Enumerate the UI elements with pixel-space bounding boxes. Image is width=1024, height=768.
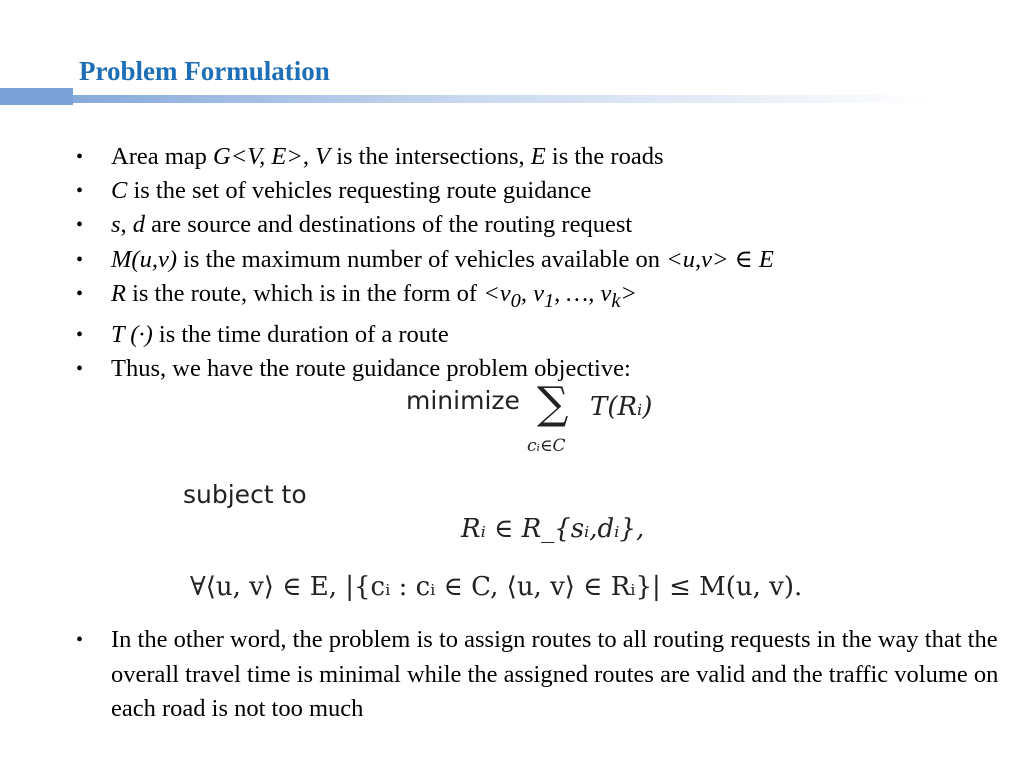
text: is the route, which is in the form of bbox=[125, 279, 484, 307]
bullet-objective-intro bbox=[74, 352, 994, 386]
math-sub: k bbox=[611, 289, 621, 312]
bullet-capacity bbox=[74, 243, 994, 277]
math-e: E bbox=[530, 143, 546, 170]
math-route-mid: , …, v bbox=[554, 279, 612, 307]
sum-symbol: ∑ bbox=[537, 378, 569, 429]
bullet-dot: • bbox=[76, 323, 84, 346]
route-constraint: Rᵢ ∈ R_{sᵢ,dᵢ}, bbox=[461, 514, 645, 544]
bullet-conclusion bbox=[74, 623, 1004, 727]
bullet-dot: • bbox=[76, 214, 84, 237]
text: is the intersections, bbox=[330, 143, 531, 170]
math-c: C bbox=[111, 177, 128, 205]
conclusion-list bbox=[74, 623, 1004, 727]
text: is the set of vehicles requesting route guidance bbox=[127, 177, 592, 205]
bullet-area-map bbox=[74, 140, 994, 174]
bullet-source-destination bbox=[74, 208, 994, 242]
title-accent-block bbox=[0, 88, 73, 105]
text: is the roads bbox=[545, 143, 664, 170]
bullet-dot: • bbox=[76, 282, 84, 305]
text: , bbox=[302, 143, 316, 170]
subject-to-label: subject to bbox=[183, 480, 307, 509]
math-sub: 1 bbox=[543, 289, 555, 312]
math-r: R bbox=[111, 279, 126, 307]
math-edge: <u,v> ∈ E bbox=[666, 245, 774, 273]
text: is the time duration of a route bbox=[152, 320, 449, 348]
text: are source and destinations of the routing request bbox=[145, 211, 633, 239]
math-v: V bbox=[315, 143, 331, 170]
capacity-constraint: ∀⟨u, v⟩ ∈ E, |{cᵢ : cᵢ ∈ C, ⟨u, v⟩ ∈ Rᵢ}| ≤ M(u, v). bbox=[190, 572, 803, 602]
objective-term: T(Rᵢ) bbox=[590, 392, 653, 422]
bullet-route bbox=[74, 277, 994, 318]
bullet-time bbox=[74, 318, 994, 352]
bullet-dot: • bbox=[76, 629, 84, 651]
objective-formula bbox=[406, 378, 653, 456]
text: Thus, we have the route guidance problem objective: bbox=[111, 355, 631, 383]
math-graph: G<V, E> bbox=[213, 143, 303, 170]
bullet-dot: • bbox=[76, 146, 84, 168]
math-route-open: <v bbox=[483, 279, 511, 307]
definition-list bbox=[74, 140, 994, 386]
title-underline-gradient bbox=[73, 95, 933, 103]
math-time: T (·) bbox=[111, 320, 153, 348]
math-sub: 0 bbox=[510, 289, 521, 312]
math-route-mid: , v bbox=[520, 279, 544, 307]
slide-title: Problem Formulation bbox=[79, 56, 330, 86]
math-s: s bbox=[111, 211, 121, 239]
text: is the maximum number of vehicles available on bbox=[176, 245, 667, 273]
bullet-dot: • bbox=[76, 358, 84, 381]
math-d: d bbox=[132, 211, 146, 239]
minimize-label: minimize bbox=[406, 386, 520, 415]
text: Area map bbox=[111, 143, 214, 170]
bullet-dot: • bbox=[76, 180, 84, 203]
sum-subscript: cᵢ∈C bbox=[527, 436, 566, 456]
math-capacity: M(u,v) bbox=[111, 245, 177, 273]
bullet-dot: • bbox=[76, 248, 84, 271]
bullet-vehicle-set bbox=[74, 174, 994, 208]
conclusion-text: In the other word, the problem is to assign routes to all routing requests in the way that the overall travel time is minimal while the assigned routes are valid and the traffic volume on each road is not too much bbox=[111, 626, 999, 722]
text: , bbox=[120, 211, 133, 239]
math-route-close: > bbox=[620, 279, 637, 307]
